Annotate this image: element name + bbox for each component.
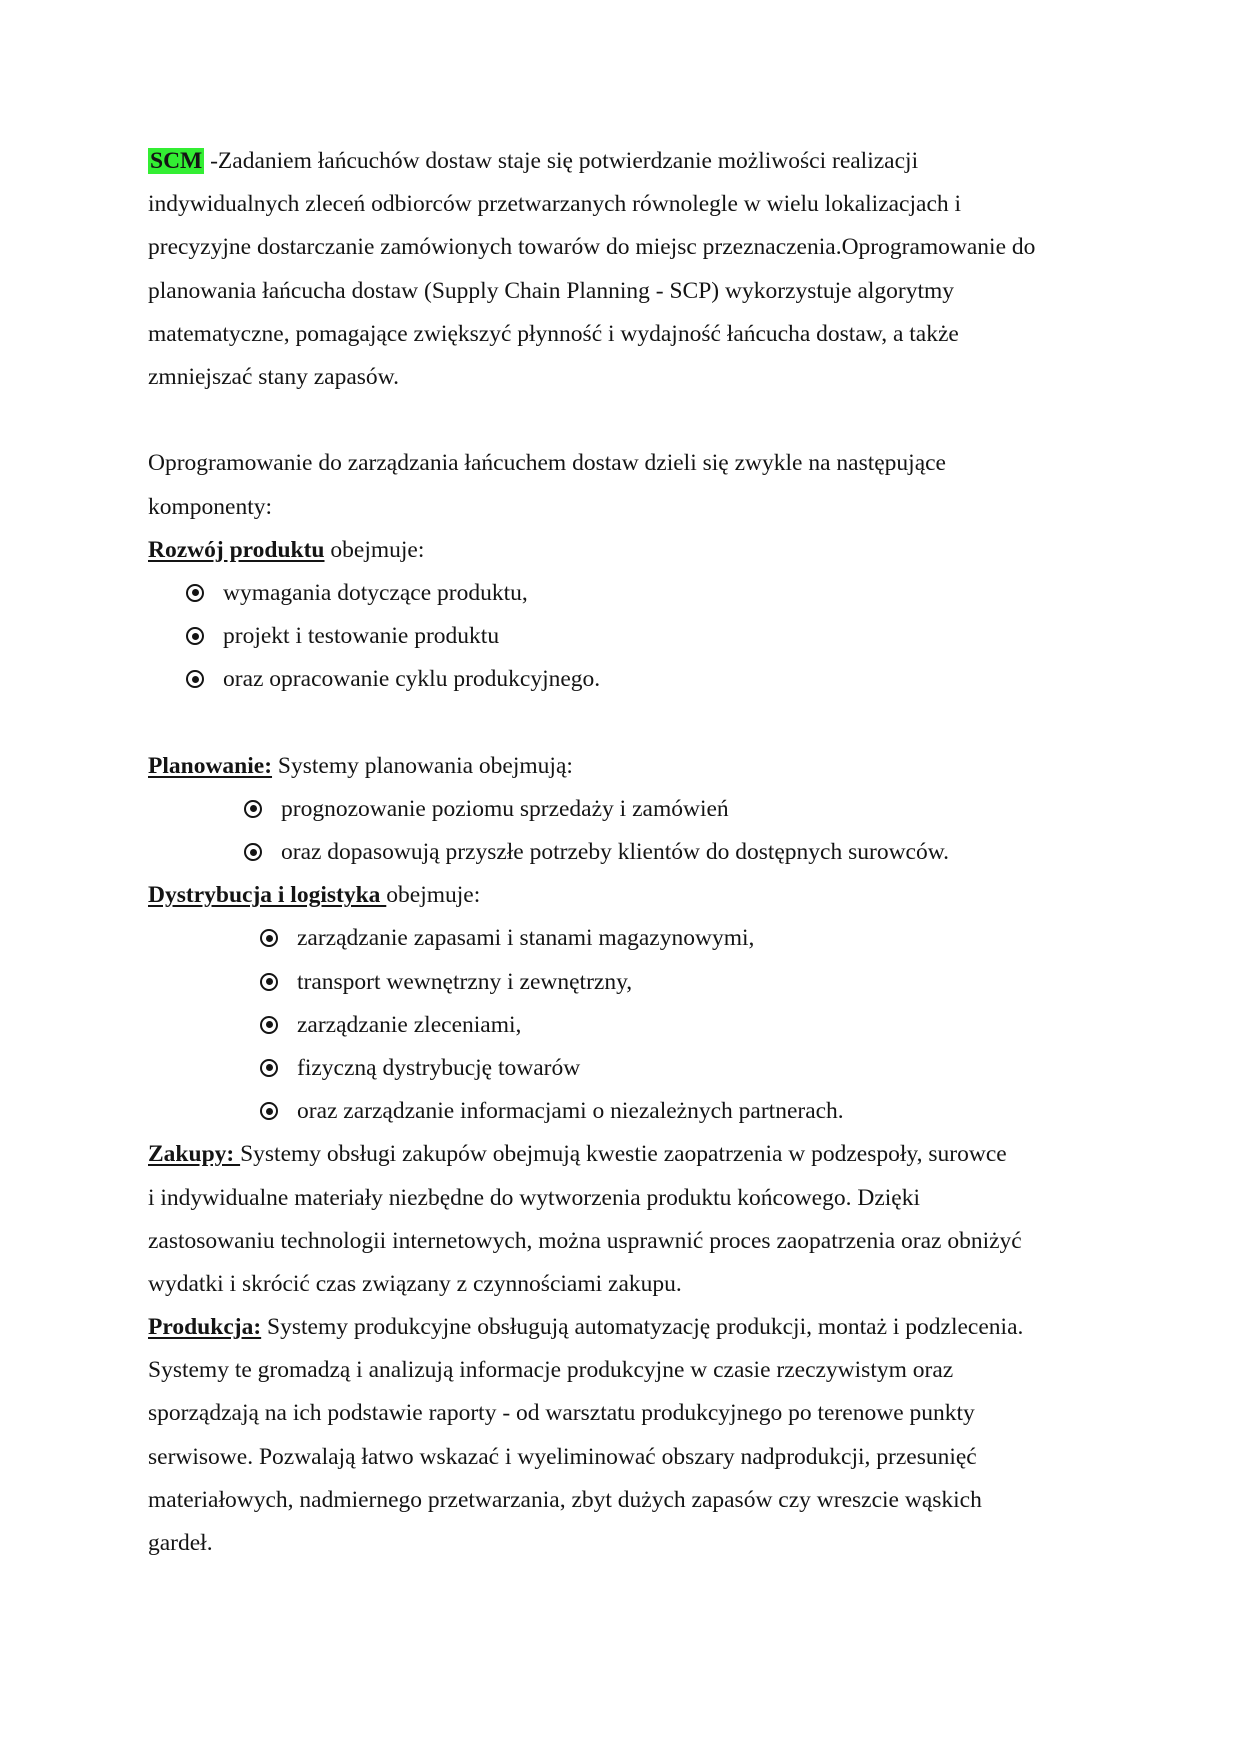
zakupy-line-2: i indywidualne materiały niezbędne do wytworzenia produktu końcowego. Dzięki [148, 1184, 921, 1211]
intro-text: -Zadaniem łańcuchów dostaw staje się potwierdzanie możliwości realizacji [204, 148, 919, 174]
list-item [148, 615, 1108, 658]
planowanie-heading: Planowanie: [148, 752, 273, 779]
bullet-icon [260, 1016, 278, 1034]
bullet-icon [244, 800, 262, 818]
zakupy-line-4: wydatki i skrócić czas związany z czynnościami zakupu. [148, 1270, 682, 1297]
zakupy-first: Systemy obsługi zakupów obejmują kwestie zaopatrzenia w podzespoły, surowce [240, 1141, 1007, 1168]
zakupy-heading: Zakupy: [148, 1141, 241, 1168]
produkcja-line-6: gardeł. [148, 1530, 213, 1556]
rozwoj-suffix: obejmuje: [324, 536, 425, 563]
list-item-text: zarządzanie zleceniami, [297, 1011, 522, 1038]
list-item-text: transport wewnętrzny i zewnętrzny, [297, 968, 633, 995]
list-item-text: fizyczną dystrybucję towarów [297, 1054, 581, 1081]
list-item-text: zarządzanie zapasami i stanami magazynowymi, [297, 925, 755, 952]
planowanie-suffix: Systemy planowania obejmują: [272, 752, 573, 779]
list-item [148, 1004, 1108, 1047]
list-item [148, 1090, 1108, 1133]
bullet-icon [186, 584, 204, 602]
produkcja-line-1 [148, 1306, 1108, 1349]
produkcja-line-4: serwisowe. Pozwalają łatwo wskazać i wyeliminować obszary nadprodukcji, przesunięć [148, 1443, 977, 1470]
produkcja-line-3: sporządzają na ich podstawie raporty - od warsztatu produkcyjnego po terenowe punkty [148, 1400, 975, 1427]
scm-highlight: SCM [150, 148, 203, 174]
intro-line-4: planowania łańcucha dostaw (Supply Chain Planning - SCP) wykorzystuje algorytmy [148, 277, 955, 304]
rozwoj-heading: Rozwój produktu [148, 536, 325, 563]
bullet-icon [260, 1059, 278, 1077]
bullet-icon [186, 670, 204, 688]
list-item-text: prognozowanie poziomu sprzedaży i zamówień [281, 795, 729, 822]
list-item-text: oraz zarządzanie informacjami o niezależnych partnerach. [297, 1098, 844, 1125]
rozwoj-heading-line [148, 529, 1108, 572]
list-item [148, 658, 1108, 701]
list-item [148, 831, 1108, 874]
list-item [148, 1047, 1108, 1090]
bullet-icon [260, 973, 278, 991]
paragraph-gap [148, 399, 1108, 442]
list-item [148, 788, 1108, 831]
intro-line-1 [148, 140, 1108, 183]
dystrybucja-heading-line [148, 874, 1108, 917]
intro-line-2: indywidualnych zleceń odbiorców przetwarzanych równolegle w wielu lokalizacjach i [148, 191, 962, 218]
zakupy-line-3: zastosowaniu technologii internetowych, można usprawnić proces zaopatrzenia oraz obniżyć [148, 1227, 1022, 1254]
produkcja-line-5: materiałowych, nadmiernego przetwarzania, zbyt dużych zapasów czy wreszcie wąskich [148, 1486, 982, 1513]
produkcja-heading: Produkcja: [148, 1314, 262, 1341]
components-line-2: komponenty: [148, 493, 273, 520]
produkcja-first: Systemy produkcyjne obsługują automatyzację produkcji, montaż i podzlecenia. [261, 1314, 1024, 1341]
intro-line-6: zmniejszać stany zapasów. [148, 363, 399, 390]
list-item [148, 572, 1108, 615]
paragraph-gap [148, 701, 1108, 744]
list-item-text: projekt i testowanie produktu [223, 623, 500, 650]
list-item [148, 961, 1108, 1004]
produkcja-line-2: Systemy te gromadzą i analizują informacje produkcyjne w czasie rzeczywistym oraz [148, 1357, 954, 1384]
bullet-icon [260, 1102, 278, 1120]
document-page [148, 140, 1108, 1565]
intro-line-3: precyzyjne dostarczanie zamówionych towarów do miejsc przeznaczenia.Oprogramowanie do [148, 234, 1036, 261]
planowanie-heading-line [148, 745, 1108, 788]
dystrybucja-suffix: obejmuje: [386, 882, 481, 909]
bullet-icon [244, 843, 262, 861]
list-item-text: oraz dopasowują przyszłe potrzeby klientów do dostępnych surowców. [281, 839, 950, 865]
list-item-text: oraz opracowanie cyklu produkcyjnego. [223, 666, 601, 693]
list-item [148, 917, 1108, 960]
bullet-icon [186, 627, 204, 645]
list-item-text: wymagania dotyczące produktu, [223, 579, 528, 606]
dystrybucja-heading: Dystrybucja i logistyka [148, 882, 387, 909]
zakupy-line-1 [148, 1133, 1108, 1176]
components-line-1: Oprogramowanie do zarządzania łańcuchem dostaw dzieli się zwykle na następujące [148, 450, 946, 477]
bullet-icon [260, 929, 278, 947]
intro-line-5: matematyczne, pomagające zwiększyć płynność i wydajność łańcucha dostaw, a także [148, 320, 959, 347]
